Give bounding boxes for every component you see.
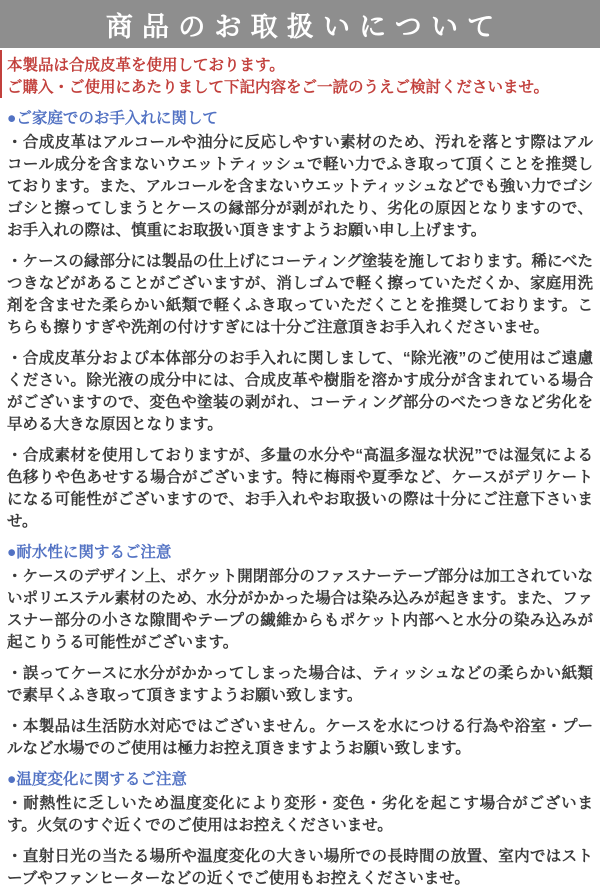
section-home-care (7, 109, 593, 533)
care-paragraph: ・ケースのデザイン上、ポケット開閉部分のファスナーテープ部分は加工されていないポリエステル素材のため、水分がかかった場合は染み込みが起きます。また、ファスナー部分の小さな隙間やテープの繊維からもポケット内部へと水分の染み込みが起こりうる可能性がございます。 (7, 568, 593, 651)
care-paragraph: ・合成皮革はアルコールや油分に反応しやすい素材のため、汚れを落とす際はアルコール成分を含まないウエットティッシュで軽い力でふき取って頂くことを推奨しております。また、アルコールを含まないウエットティッシュなどでも強い力でゴシゴシと擦ってしまうとケースの縁部分が剥がれたり、劣化の原因となりますので、お手入れの際は、慎重にお取扱い頂きますようお願い申し上げます。 (7, 134, 593, 239)
section-water-resistance (7, 543, 593, 760)
care-paragraph: ・耐熱性に乏しいため温度変化により変形・変色・劣化を起こす場合がございます。火気のすぐ近くでのご使用はお控えくださいませ。 (7, 795, 593, 834)
page-title: 商品のお取扱いについて (105, 11, 504, 42)
care-paragraph: ・本製品は生活防水対応ではございません。ケースを水につける行為や浴室・プールなど水場でのご使用は極力お控え頂きますようお願い致します。 (7, 718, 593, 757)
care-paragraph: ・ケースの縁部分には製品の仕上げにコーティング塗装を施しております。稀にべたつきなどがあることがございますが、消しゴムで軽く擦っていただくか、家庭用洗剤を含ませた柔らかい紙類で軽くふき取っていただくことを推奨しております。こちらも擦りすぎや洗剤の付けすぎには十分ご注意頂きお手入れくださいませ。 (7, 253, 593, 336)
care-paragraph: ・誤ってケースに水分がかかってしまった場合は、ティッシュなどの柔らかい紙類で素早くふき取って頂きますようお願い致します。 (7, 665, 593, 704)
care-paragraph: ・合成皮革分および本体部分のお手入れに関しまして、“除光液”のご使用はご遠慮ください。除光液の成分中には、合成皮革や樹脂を溶かす成分が含まれている場合がございますので、変色や塗装の剥がれ、コーティング部分のべたつきなど劣化を早める大きな原因となります。 (7, 350, 593, 433)
care-paragraph: ・合成素材を使用しておりますが、多量の水分や“高温多湿な状況”では湿気による色移りや色あせする場合がございます。特に梅雨や夏季など、ケースがデリケートになる可能性がございますので、お手入れやお取扱いの際は十分にご注意下さいませ。 (7, 447, 593, 530)
section-heading-home-care: ●ご家庭でのお手入れに関して (7, 110, 218, 127)
intro-notice (7, 55, 593, 99)
intro-line-1: 本製品は合成皮革を使用しております。 (7, 57, 285, 74)
left-edge-red-border-artifact (0, 50, 2, 98)
section-heading-water-resistance: ●耐水性に関するご注意 (7, 544, 172, 561)
page-title-bar (0, 0, 600, 48)
care-paragraph: ・直射日光の当たる場所や温度変化の大きい場所での長時間の放置、室内ではストーブやファンヒーターなどの近くでご使用もお控えくださいませ。 (7, 848, 593, 887)
content-area (0, 48, 600, 890)
section-temperature-change (7, 770, 593, 890)
section-heading-temperature-change: ●温度変化に関するご注意 (7, 771, 187, 788)
intro-line-2: ご購入・ご使用にあたりまして下記内容をご一読のうえご検討くださいませ。 (7, 79, 550, 96)
